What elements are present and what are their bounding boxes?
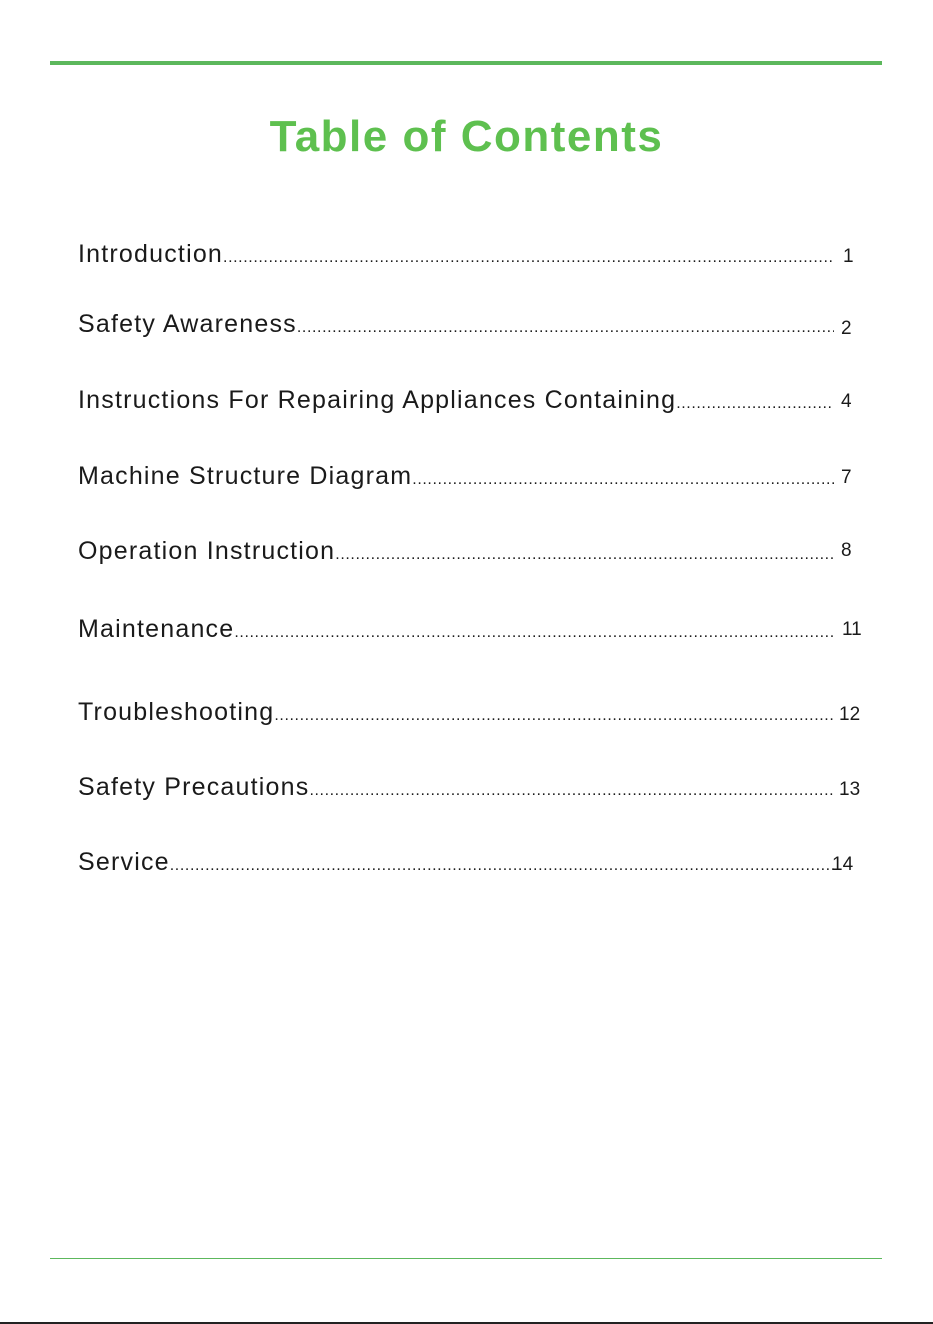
dot-leader — [234, 625, 834, 641]
toc-entry-page: 12 — [839, 704, 861, 725]
toc-entry-page: 1 — [843, 246, 854, 267]
toc-entry-operation-instruction[interactable] — [78, 537, 834, 567]
toc-entry-maintenance[interactable] — [78, 615, 834, 645]
toc-entry-page: 7 — [841, 467, 852, 488]
toc-entry-label: Service — [78, 848, 170, 876]
toc-entry-label: Instructions For Repairing Appliances Containing — [78, 386, 677, 414]
toc-entry-page: 4 — [841, 391, 852, 412]
toc-entry-introduction[interactable] — [78, 240, 834, 270]
toc-entry-label: Operation Instruction — [78, 537, 336, 565]
toc-entry-repair-instructions[interactable] — [78, 386, 834, 416]
dot-leader — [412, 472, 834, 488]
dot-leader — [274, 708, 834, 724]
toc-entry-page: 14 — [832, 854, 854, 875]
toc-entry-label: Troubleshooting — [78, 698, 275, 726]
toc-entry-safety-awareness[interactable] — [78, 310, 834, 340]
toc-entry-page: 8 — [841, 540, 852, 561]
toc-entry-machine-structure[interactable] — [78, 462, 834, 492]
dot-leader — [223, 250, 834, 266]
toc-entry-page: 11 — [842, 619, 862, 640]
toc-entry-safety-precautions[interactable] — [78, 773, 834, 803]
toc-entry-page: 13 — [839, 779, 861, 800]
toc-entry-label: Safety Precautions — [78, 773, 310, 801]
dot-leader — [309, 783, 834, 799]
dot-leader — [170, 858, 834, 874]
dot-leader — [335, 547, 834, 563]
toc-entry-label: Safety Awareness — [78, 310, 297, 338]
toc-entry-service[interactable] — [78, 848, 834, 878]
toc-entry-label: Introduction — [78, 240, 224, 268]
top-divider — [50, 61, 882, 65]
dot-leader — [676, 396, 834, 412]
bottom-divider — [50, 1258, 882, 1259]
toc-entry-page: 2 — [841, 318, 852, 339]
toc-entry-troubleshooting[interactable] — [78, 698, 834, 728]
toc-entry-label: Machine Structure Diagram — [78, 462, 413, 490]
page-title: Table of Contents — [269, 112, 664, 161]
dot-leader — [297, 320, 834, 336]
toc-entry-label: Maintenance — [78, 615, 235, 643]
